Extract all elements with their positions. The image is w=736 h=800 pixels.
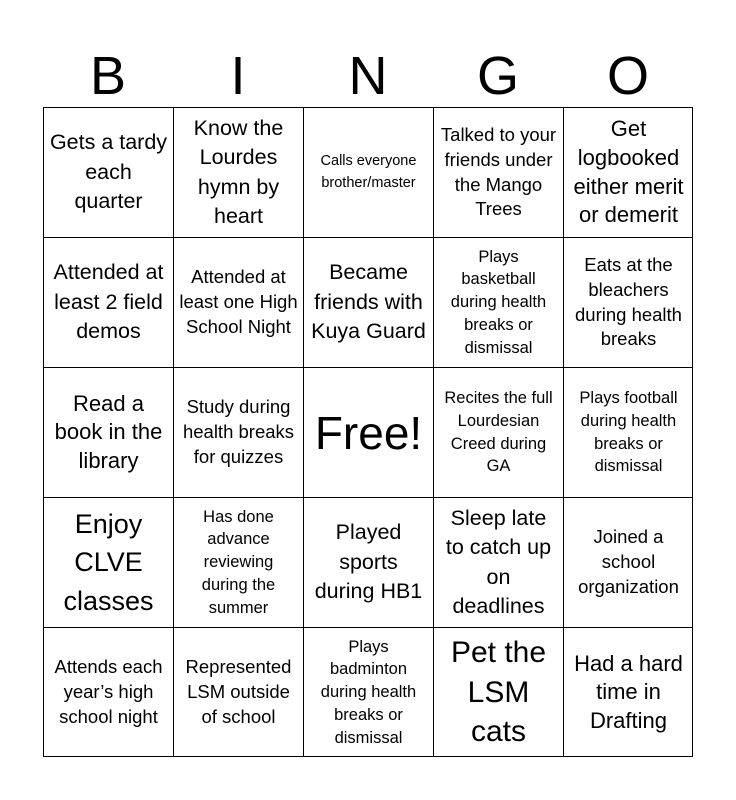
header-letter-b: B: [89, 46, 127, 106]
bingo-header: [43, 45, 693, 107]
bingo-cell[interactable]: [173, 367, 303, 497]
bingo-cell[interactable]: [303, 627, 433, 757]
cell-text: Read a book in the library: [54, 390, 163, 473]
bingo-cell[interactable]: [173, 627, 303, 757]
bingo-cell[interactable]: [433, 497, 563, 627]
bingo-cell[interactable]: [43, 367, 173, 497]
cell-text: Plays badminton during health breaks or dismissal: [320, 637, 417, 747]
cell-text: Pet the LSM cats: [450, 636, 547, 749]
cell-text: Calls everyone brother/master: [320, 153, 417, 191]
bingo-cell[interactable]: [433, 237, 563, 367]
bingo-cell[interactable]: [563, 497, 693, 627]
header-letter-o: O: [606, 46, 649, 106]
cell-text: Had a hard time in Drafting: [574, 650, 683, 733]
bingo-cell-free[interactable]: [303, 367, 433, 497]
cell-text: Became friends with Kuya Guard: [311, 260, 426, 344]
header-letter-g: G: [476, 46, 519, 106]
bingo-cell[interactable]: [433, 367, 563, 497]
bingo-cell[interactable]: [563, 237, 693, 367]
bingo-cell[interactable]: [303, 497, 433, 627]
bingo-cell[interactable]: [303, 107, 433, 237]
bingo-cell[interactable]: [43, 627, 173, 757]
cell-text: Know the Lourdes hymn by heart: [193, 115, 284, 228]
cell-text: Talked to your friends under the Mango Trees: [440, 123, 557, 220]
cell-text: Recites the full Lourdesian Creed during GA: [444, 388, 553, 476]
cell-text: Represented LSM outside of school: [185, 656, 292, 727]
bingo-cell[interactable]: [173, 237, 303, 367]
cell-text: Plays football during health breaks or dismissal: [579, 388, 678, 476]
bingo-cell[interactable]: [43, 497, 173, 627]
bingo-cell[interactable]: [563, 367, 693, 497]
cell-text: Plays basketball during health breaks or dismissal: [450, 247, 547, 357]
cell-text: Get logbooked either merit or demerit: [573, 116, 684, 228]
header-letter-n: N: [348, 46, 388, 106]
cell-text: Attended at least 2 field demos: [53, 260, 164, 344]
bingo-cell[interactable]: [43, 107, 173, 237]
bingo-cell[interactable]: [433, 107, 563, 237]
cell-text: Joined a school organization: [578, 526, 679, 597]
cell-text: Played sports during HB1: [314, 520, 423, 604]
cell-text: Eats at the bleachers during health breaks: [575, 253, 682, 350]
cell-text: Has done advance reviewing during the summer: [201, 507, 276, 617]
bingo-cell[interactable]: [43, 237, 173, 367]
free-space-label: Free!: [314, 406, 423, 459]
bingo-cell[interactable]: [303, 237, 433, 367]
cell-text: Enjoy CLVE classes: [63, 508, 154, 616]
bingo-cell[interactable]: [563, 107, 693, 237]
bingo-cell[interactable]: [563, 627, 693, 757]
cell-text: Attended at least one High School Night: [179, 266, 298, 337]
bingo-board: [43, 107, 693, 757]
bingo-cell[interactable]: [173, 107, 303, 237]
cell-text: Sleep late to catch up on deadlines: [445, 505, 552, 618]
cell-text: Gets a tardy each quarter: [49, 130, 168, 214]
bingo-cell[interactable]: [173, 497, 303, 627]
cell-text: Attends each year’s high school night: [54, 656, 163, 727]
bingo-cell[interactable]: [433, 627, 563, 757]
cell-text: Study during health breaks for quizzes: [182, 396, 295, 467]
header-letter-i: I: [230, 46, 246, 106]
